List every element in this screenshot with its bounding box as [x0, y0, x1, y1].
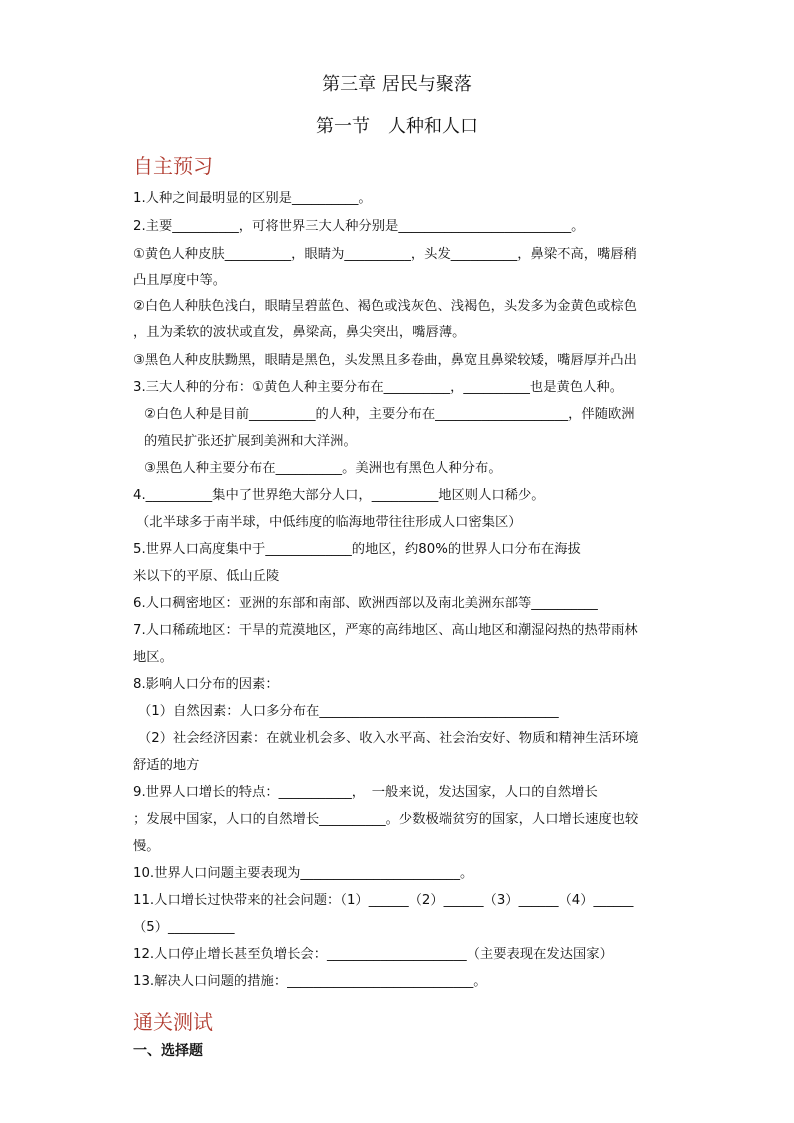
question-3-black: ③黑色人种主要分布在__________。美洲也有黑色人种分布。 — [144, 461, 502, 476]
question-9-cont2: 慢。 — [133, 839, 160, 854]
question-3-white-cont: 的殖民扩张还扩展到美洲和大洋洲。 — [144, 434, 357, 449]
question-8-natural: （1）自然因素：人口多分布在____________________________________ — [138, 704, 559, 719]
question-2-yellow-cont: 凸且厚度中等。 — [133, 273, 227, 288]
question-1: 1.人种之间最明显的区别是__________。 — [133, 191, 372, 206]
part-heading-choice: 一、选择题 — [133, 1043, 203, 1059]
section-heading-test: 通关测试 — [133, 1010, 213, 1034]
question-2-white: ②白色人种肤色浅白，眼睛呈碧蓝色、褐色或浅灰色、浅褐色，头发多为金黄色或棕色 — [133, 299, 637, 314]
question-7: 7.人口稀疏地区：干旱的荒漠地区，严寒的高纬地区、高山地区和潮湿闷热的热带雨林 — [133, 623, 638, 638]
question-12: 12.人口停止增长甚至负增长会：_____________________（主要表现在发达国家） — [133, 947, 613, 962]
question-11-cont: （5）__________ — [133, 920, 235, 935]
question-6: 6.人口稠密地区：亚洲的东部和南部、欧洲西部以及南北美洲东部等__________ — [133, 596, 598, 611]
question-2: 2.主要__________，可将世界三大人种分别是__________________________。 — [133, 219, 585, 234]
question-11: 11.人口增长过快带来的社会问题：（1）______（2）______（3）______（4）______ — [133, 893, 634, 908]
question-2-yellow: ①黄色人种皮肤__________，眼睛为__________，头发__________，鼻梁不高，嘴唇稍 — [133, 247, 637, 262]
question-8-social-cont: 舒适的地方 — [133, 758, 200, 773]
question-2-black: ③黑色人种皮肤黝黑，眼睛是黑色，头发黑且多卷曲，鼻宽且鼻梁较矮，嘴唇厚并凸出 — [133, 353, 637, 368]
question-4-note: （北半球多于南半球，中低纬度的临海地带往往形成人口密集区） — [136, 515, 522, 530]
section-heading-preview: 自主预习 — [133, 154, 213, 178]
question-10: 10.世界人口问题主要表现为________________________。 — [133, 866, 474, 881]
question-5-cont: 米以下的平原、低山丘陵 — [133, 569, 280, 584]
question-8-social: （2）社会经济因素：在就业机会多、收入水平高、社会治安好、物质和精神生活环境 — [138, 731, 639, 746]
question-7-cont: 地区。 — [133, 650, 173, 665]
question-9-cont: ；发展中国家，人口的自然增长__________。少数极端贫穷的国家，人口增长速度也较 — [133, 812, 639, 827]
question-5: 5.世界人口高度集中于_____________的地区，约80%的世界人口分布在海拔 — [133, 542, 581, 557]
question-4: 4.__________集中了世界绝大部分人口，__________地区则人口稀少。 — [133, 488, 545, 503]
question-3: 3.三大人种的分布：①黄色人种主要分布在__________，__________也是黄色人种。 — [133, 380, 623, 395]
section-title: 第一节 人种和人口 — [316, 116, 478, 137]
question-2-white-cont: ，且为柔软的波状或直发，鼻梁高，鼻尖突出，嘴唇薄。 — [133, 325, 466, 340]
question-13: 13.解决人口问题的措施：____________________________。 — [133, 974, 487, 989]
question-8: 8.影响人口分布的因素： — [133, 677, 279, 692]
question-9: 9.世界人口增长的特点：___________， 一般来说，发达国家，人口的自然增长 — [133, 785, 598, 800]
question-3-white: ②白色人种是目前__________的人种，主要分布在____________________，伴随欧洲 — [144, 407, 635, 422]
chapter-title: 第三章 居民与聚落 — [322, 74, 472, 95]
